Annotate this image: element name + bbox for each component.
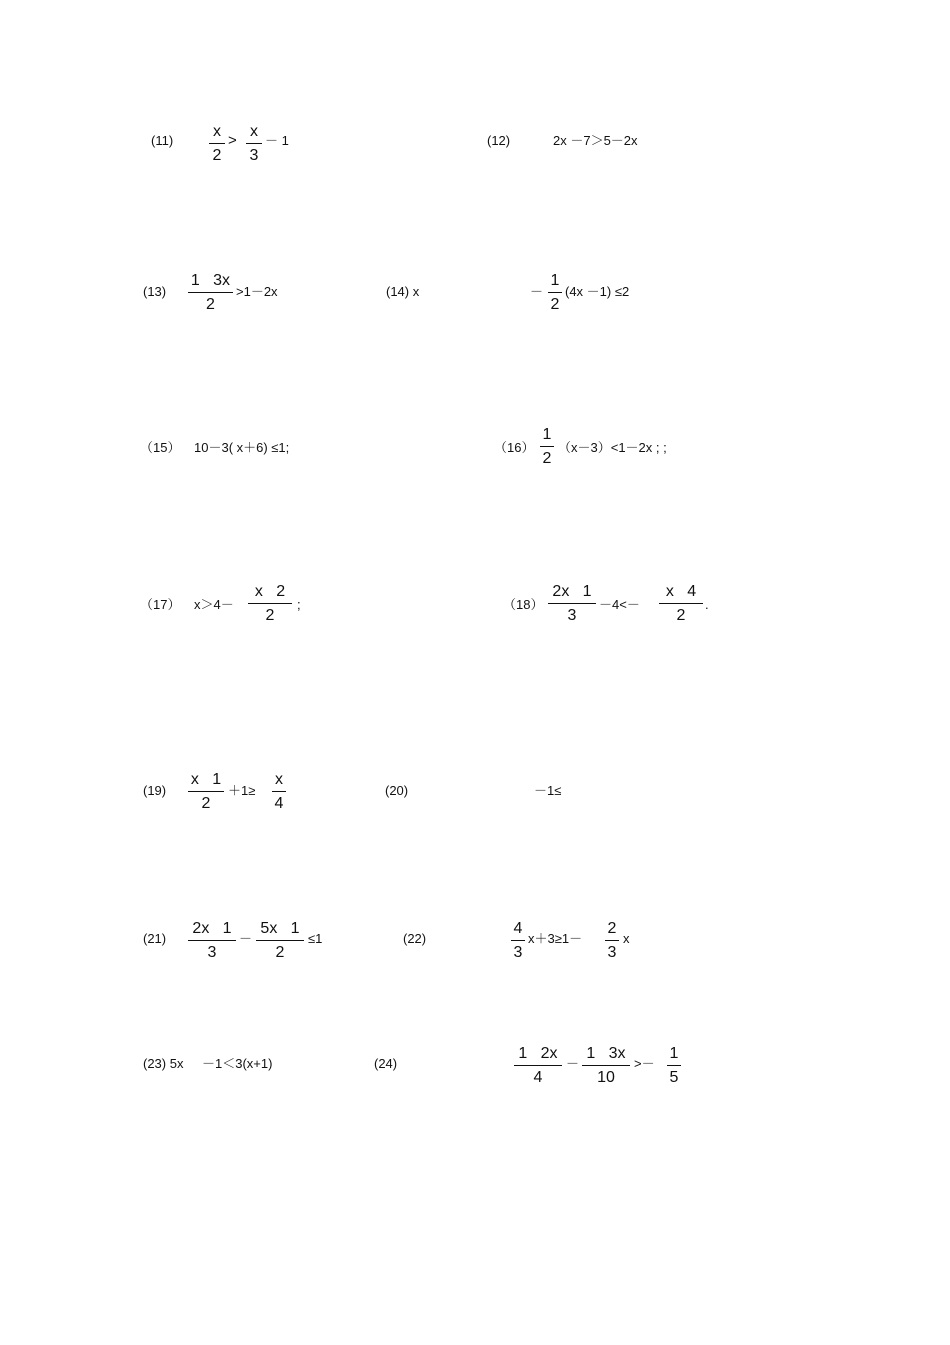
problem-20-expression: －1≤ (534, 783, 562, 798)
numerator: 1 3x (586, 1045, 626, 1062)
problem-11-rest: － 1 (265, 133, 289, 148)
problem-24-middle-1: － (566, 1056, 580, 1071)
problem-21-rest: ≤1 (308, 931, 323, 946)
problem-12-expression: 2x －7＞5－2x (553, 133, 638, 148)
problem-15-expression: 10－3( x＋6) ≤1; (194, 440, 290, 455)
problem-23-expression: －1＜3(x+1) (202, 1056, 273, 1071)
problem-14-minus: － (530, 284, 544, 299)
problem-21-middle: － (239, 931, 253, 946)
problem-19-label: (19) (143, 783, 167, 798)
problem-21-fraction-2 (256, 921, 304, 961)
problem-14-label: (14) x (386, 284, 420, 299)
denominator: 2 (550, 296, 560, 313)
denominator: 2 (265, 607, 275, 624)
problem-12-label: (12) (487, 133, 511, 148)
problem-22-fraction-2 (605, 921, 619, 961)
problem-14-fraction (548, 273, 562, 313)
numerator: 1 (542, 426, 552, 443)
problem-18-fraction-1 (548, 584, 596, 624)
denominator: 3 (567, 607, 577, 624)
numerator: 1 3x (190, 272, 231, 289)
problem-19-fraction-1 (188, 772, 224, 812)
problem-24-middle-2: >－ (634, 1056, 655, 1071)
problem-22-middle: x＋3≥1－ (528, 931, 583, 946)
problem-11-fraction-1 (209, 124, 225, 164)
denominator: 2 (212, 147, 222, 164)
problem-16-rest: （x－3）<1－2x ; ; (558, 440, 667, 455)
problem-13-rest: >1－2x (236, 284, 278, 299)
denominator: 3 (607, 944, 617, 961)
problem-21-fraction-1 (188, 921, 236, 961)
problem-24-fraction-2 (582, 1046, 630, 1086)
problem-19-fraction-2 (272, 772, 286, 812)
numerator: 4 (513, 920, 523, 937)
problem-18-label: （18） (503, 597, 544, 612)
problem-16-label: （16） (494, 440, 535, 455)
denominator: 3 (207, 944, 217, 961)
problem-22-rest: x (623, 931, 630, 946)
denominator: 5 (669, 1069, 679, 1086)
problem-19-middle: ＋1≥ (228, 783, 256, 798)
problem-17-rest: ; (297, 597, 301, 612)
problem-24-fraction-3 (667, 1046, 681, 1086)
problem-11-label: (11) (151, 133, 174, 148)
numerator: x 4 (665, 583, 697, 600)
numerator: 1 2x (518, 1045, 558, 1062)
denominator: 2 (206, 296, 215, 313)
problem-11-operator: > (228, 132, 237, 149)
denominator: 3 (513, 944, 523, 961)
numerator: 2 (607, 920, 617, 937)
problem-13-label: (13) (143, 284, 167, 299)
problem-20-label: (20) (385, 783, 409, 798)
problem-22-fraction-1 (511, 921, 525, 961)
problem-18-middle: －4<－ (599, 597, 640, 612)
problem-18-rest: . (705, 597, 709, 612)
numerator: x (213, 123, 221, 140)
denominator: 2 (275, 944, 285, 961)
problem-17-fraction (248, 584, 292, 624)
numerator: 1 (550, 272, 560, 289)
problem-11-fraction-2 (246, 124, 262, 164)
problem-23-label: (23) 5x (143, 1056, 184, 1071)
denominator: 2 (201, 795, 211, 812)
numerator: 2x 1 (192, 920, 232, 937)
numerator: 2x 1 (552, 583, 592, 600)
problem-18-fraction-2 (659, 584, 703, 624)
denominator: 4 (274, 795, 284, 812)
problem-17-label: （17） (140, 597, 181, 612)
problem-15-label: （15） (140, 440, 181, 455)
problem-24-label: (24) (374, 1056, 398, 1071)
problem-22-label: (22) (403, 931, 427, 946)
problem-17-lead: x＞4－ (194, 597, 234, 612)
denominator: 10 (597, 1069, 615, 1086)
problem-14-rest: (4x －1) ≤2 (565, 284, 630, 299)
problem-16-fraction (540, 427, 554, 467)
numerator: x (250, 123, 258, 140)
numerator: x 1 (190, 771, 222, 788)
numerator: 1 (669, 1045, 679, 1062)
numerator: x 2 (254, 583, 286, 600)
denominator: 4 (533, 1069, 543, 1086)
denominator: 3 (249, 147, 259, 164)
problem-13-fraction (188, 273, 233, 313)
denominator: 2 (542, 450, 552, 467)
problem-21-label: (21) (143, 931, 167, 946)
problem-24-fraction-1 (514, 1046, 562, 1086)
numerator: x (275, 771, 283, 788)
denominator: 2 (676, 607, 686, 624)
numerator: 5x 1 (260, 920, 300, 937)
